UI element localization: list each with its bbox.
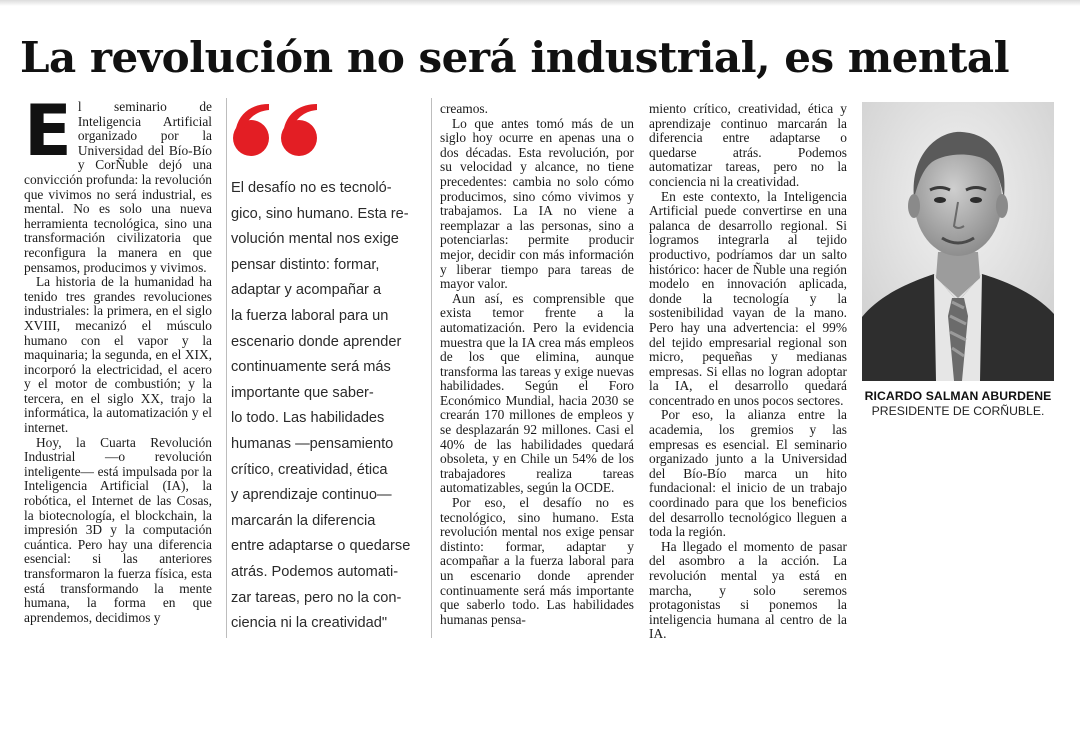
author-role: PRESIDENTE DE CORÑUBLE.: [871, 404, 1045, 418]
pull-quote-line: crítico, creatividad, ética: [231, 461, 388, 478]
author-photo: [862, 102, 1054, 381]
author-name: RICARDO SALMAN ABURDENE: [864, 389, 1052, 403]
author-portrait-image: [862, 102, 1054, 381]
pull-quote-line: atrás. Podemos automati-: [231, 563, 399, 580]
pull-quote-line: escenario donde aprender: [231, 333, 402, 350]
article-column-4: [649, 102, 847, 642]
article-paragraph: Por eso, el desafío no es tecnológico, sino humano. Esta revolución mental nos exige pensar distinto: formar, adaptar y acompañar a la fuerza laboral para un escenario donde aprender continuamente será más importante que saberlo todo. Las habilidades humanas pensa-: [440, 495, 634, 627]
article-paragraph: Lo que antes tomó más de un siglo hoy ocurre en apenas una o dos décadas. Esta revolución, por su velocidad y alcance, no tiene precedentes: cambia no solo cómo producimos, sino cómo vivimos y trabajamos. La IA no viene a reemplazar a las personas, sino a potenciarlas: permite producir mejor, decidir con más información y liberar tiempo para tareas de mayor valor.: [440, 115, 634, 292]
pull-quote-line: pensar distinto: formar,: [231, 256, 380, 273]
article-paragraph: miento crítico, creatividad, ética y aprendizaje continuo marcarán la diferencia entre adaptarse o quedarse atrás. Podemos automatizar tareas, pero no la conciencia ni la creatividad.: [649, 101, 847, 189]
pull-quote-line: y aprendizaje continuo—: [231, 487, 392, 504]
drop-cap: E: [24, 90, 72, 172]
pull-quote-text: [231, 176, 429, 637]
article-paragraph: Por eso, la alianza entre la academia, los gremios y las empresas es esencial. El seminario organizado junto a la Universidad del Bío-Bío marca un hito fundacional: el inicio de un trabajo coordinado para que los beneficios del desarrollo tecnológico lleguen a toda la región.: [649, 407, 847, 540]
pull-quote-line: volución mental nos exige: [231, 231, 399, 248]
article-paragraph: En este contexto, la Inteligencia Artificial puede convertirse en una palanca de desarrollo regional. Si logramos integrarla al tejido productivo, podríamos dar un salto histórico: hacer de Ñuble una región modelo en innovación aplicada, donde la tecnología y la sostenibilidad vayan de la mano. Pero hay una advertencia: el 99% del tejido empresarial regional son micro, pequeñas y medianas empresas. Si ellas no logran adoptar la IA, el desarrollo quedará concentrado en unos pocos sectores.: [649, 188, 847, 408]
paragraph-text: l seminario de Inteligencia Artificial organizado por la Universidad del Bío-Bío y CorÑuble dejó una convicción profunda: la revolución que vivimos no será industrial, es mental. No es solo una nueva herramienta tecnológica, sino una transformación civilizatoria que reconfigura la manera en que pensamos, producimos y vivimos.: [24, 99, 212, 275]
article-paragraph: La historia de la humanidad ha tenido tres grandes revoluciones industriales: la primera, en el siglo XVIII, mecanizó el músculo humano con el vapor y la maquinaria; la segunda, en el XIX, incorporó la electricidad, el acero y el motor de combustión; y la tercera, en el siglo XX, trajo la informática, la automatización y el internet.: [24, 274, 212, 436]
pull-quote-line: adaptar y acompañar a: [231, 282, 382, 299]
pull-quote-line: humanas —pensamiento: [231, 435, 394, 452]
article-paragraph: [24, 90, 212, 275]
article-column-3: [440, 102, 634, 627]
pull-quote-line: continuamente será más: [231, 359, 391, 376]
article-column-1: [24, 90, 212, 625]
pull-quote-line: la fuerza laboral para un: [231, 307, 389, 324]
pull-quote-line: zar tareas, pero no la con-: [231, 589, 402, 606]
article-paragraph: Ha llegado el momento de pasar del asombro a la acción. La revolución mental ya está en marcha, y solo seremos protagonistas si ponemos la inteligencia humana al centro de la IA.: [649, 538, 847, 642]
pull-quote: [226, 98, 432, 638]
headline: La revolución no será industrial, es mental: [20, 33, 1010, 82]
pull-quote-line: importante que saber-: [231, 384, 374, 401]
page-top-edge: [0, 0, 1080, 6]
author-byline: [862, 389, 1054, 419]
article-paragraph: Aun así, es comprensible que exista temor frente a la automatización. Pero la evidencia muestra que la IA crea más empleos de los que elimina, aunque transforma las tareas y exige nuevas habilidades. Según el Foro Económico Mundial, hacia 2030 se crearán 170 millones de empleos y se desplazarán 92 millones. Casi el 40% de las habilidades quedará obsoleta, y en Chile un 54% de los trabajadores realiza tareas automatizables, según la OCDE.: [440, 290, 634, 496]
article-paragraph: Hoy, la Cuarta Revolución Industrial —o revolución inteligente— está impulsada por la Inteligencia Artificial (IA), la robótica, el Internet de las Cosas, la biotecnología, el blockchain, la impresión 3D y la computación cuántica. Pero hay una diferencia esencial: si las anteriores transformaron la fuerza física, esta está transformando la mente humana, la forma en que aprendemos, decidimos y: [24, 434, 212, 625]
pull-quote-line: El desafío no es tecnoló-: [231, 180, 392, 196]
quote-marks-icon: [229, 98, 325, 158]
pull-quote-line: entre adaptarse o quedarse: [231, 538, 411, 555]
pull-quote-line: ciencia ni la creatividad": [231, 615, 388, 632]
pull-quote-line: lo todo. Las habilidades: [231, 410, 385, 427]
pull-quote-line: gico, sino humano. Esta re-: [231, 205, 409, 222]
pull-quote-line: marcarán la diferencia: [231, 512, 376, 529]
article-paragraph: creamos.: [440, 101, 488, 116]
